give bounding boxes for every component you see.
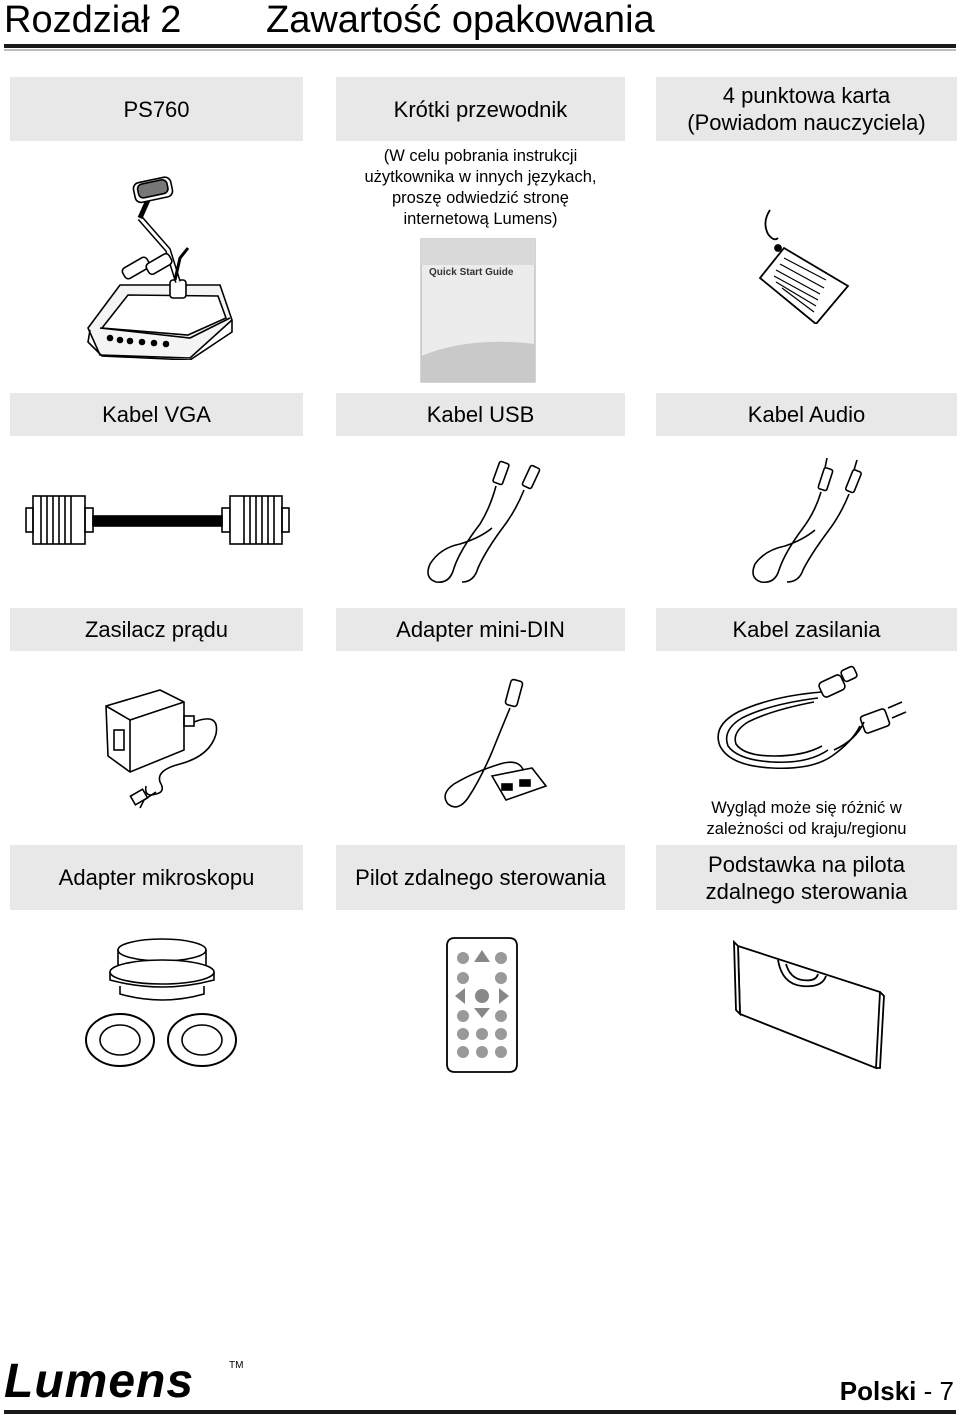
- label-text: Adapter mini-DIN: [396, 617, 565, 642]
- remote-control-illustration: [443, 936, 521, 1074]
- trademark-mark: TM: [229, 1360, 244, 1371]
- label-text-line2: zdalnego sterowania: [705, 878, 908, 904]
- label-audio-cable: [656, 393, 957, 436]
- header-rule-shadow: [4, 49, 956, 51]
- page-number: 7: [939, 1376, 954, 1406]
- lumens-logo: Lumens: [4, 1355, 195, 1408]
- chapter-number: Rozdział 2: [4, 0, 182, 41]
- label-power-adapter: [10, 608, 303, 651]
- chapter-heading: [4, 0, 954, 42]
- footer-rule: [4, 1410, 956, 1414]
- power-adapter-illustration: [100, 682, 230, 812]
- label-text: Pilot zdalnego sterowania: [355, 865, 606, 890]
- power-cable-illustration: [712, 660, 912, 790]
- power-cable-note: [656, 798, 957, 840]
- label-quick-guide: [336, 77, 625, 141]
- language-label: Polski: [839, 1376, 917, 1406]
- point-card-illustration: [758, 208, 858, 324]
- note-line: (W celu pobrania instrukcji: [383, 147, 578, 165]
- note-line: Wygląd może się różnić w: [711, 799, 902, 817]
- label-text-line2: (Powiadom nauczyciela): [687, 110, 926, 135]
- label-point-card: [656, 77, 957, 141]
- page-footer-label: [840, 1376, 954, 1406]
- label-text: PS760: [123, 96, 190, 122]
- chapter-title: Zawartość opakowania: [266, 0, 655, 41]
- label-text: Kabel VGA: [102, 402, 211, 427]
- label-ps760: [10, 77, 303, 141]
- label-text: Zasilacz prądu: [84, 617, 229, 642]
- label-text: Adapter mikroskopu: [58, 865, 255, 890]
- label-remote-control: [336, 845, 625, 910]
- microscope-adapter-illustration: [84, 936, 240, 1072]
- label-text-line1: 4 punktowa karta: [722, 83, 891, 108]
- usb-cable-illustration: [420, 458, 550, 588]
- quick-guide-note: [336, 146, 625, 230]
- label-vga-cable: [10, 393, 303, 436]
- note-line: proszę odwiedzić stronę: [391, 189, 569, 207]
- note-line: zależności od kraju/regionu: [706, 820, 907, 838]
- mini-din-adapter-illustration: [440, 676, 560, 821]
- label-text: Kabel Audio: [747, 402, 866, 427]
- remote-holder-illustration: [730, 940, 886, 1070]
- label-text-line1: Podstawka na pilota: [708, 851, 905, 877]
- label-text: Kabel zasilania: [732, 617, 881, 642]
- label-power-cable: [656, 608, 957, 651]
- label-usb-cable: [336, 393, 625, 436]
- note-line: użytkownika w innych językach,: [364, 168, 597, 186]
- label-microscope-adapter: [10, 845, 303, 910]
- label-text: Kabel USB: [426, 402, 535, 427]
- page-separator: -: [923, 1376, 933, 1406]
- document-camera-illustration: [80, 170, 240, 360]
- label-remote-holder: [656, 845, 957, 910]
- label-text: Krótki przewodnik: [393, 96, 568, 122]
- booklet-title: Quick Start Guide: [429, 267, 514, 278]
- quick-start-guide-booklet: [420, 238, 536, 383]
- header-rule: [4, 44, 956, 48]
- note-line: internetową Lumens): [403, 210, 558, 228]
- audio-cable-illustration: [745, 458, 875, 588]
- label-mini-din-adapter: [336, 608, 625, 651]
- vga-cable-illustration: [25, 490, 290, 552]
